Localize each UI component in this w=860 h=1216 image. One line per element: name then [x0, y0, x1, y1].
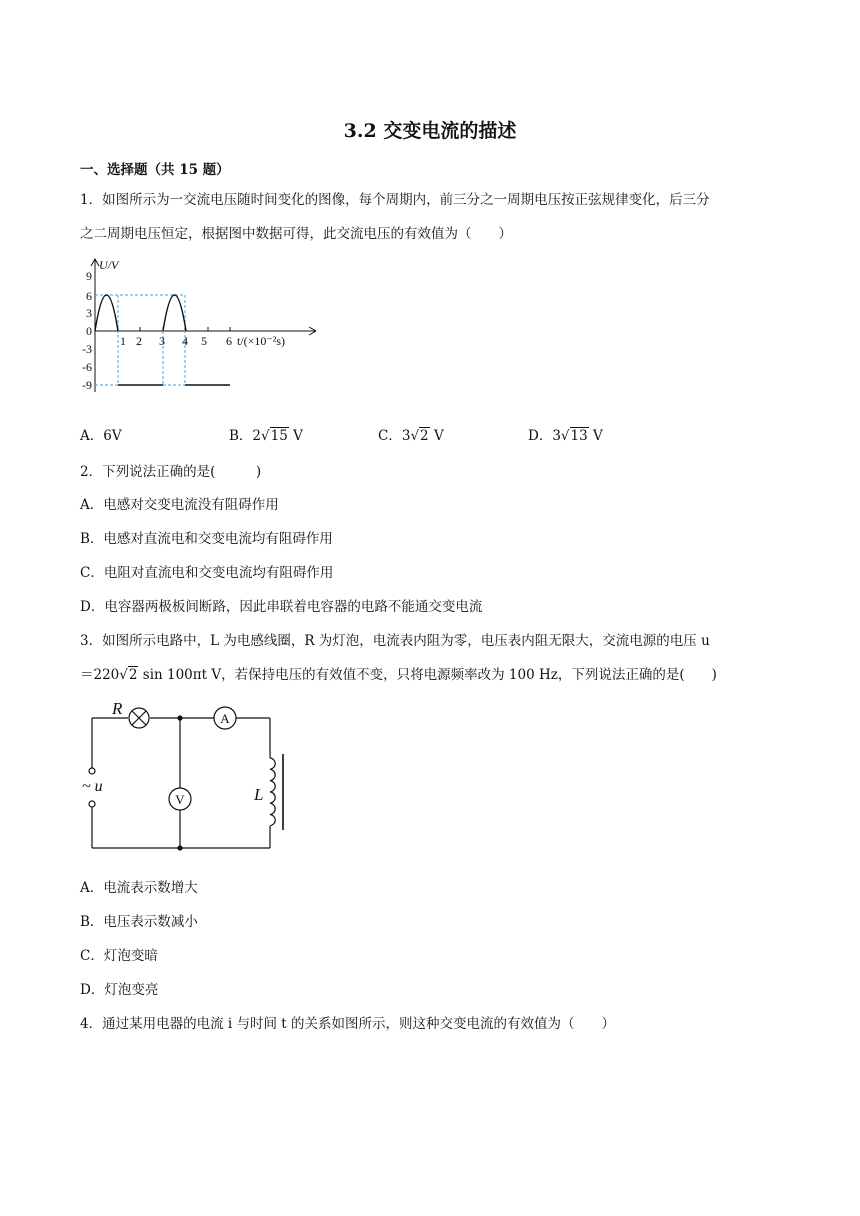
- q1-option-a: A．6V: [80, 428, 122, 444]
- voltmeter-label: V: [175, 792, 185, 807]
- page-title: 3.2 交变电流的描述: [343, 120, 517, 142]
- y-tick-label: 9: [86, 269, 92, 283]
- q3-circuit-diagram: [78, 696, 318, 858]
- q1-stem-line1: 1．如图所示为一交流电压随时间变化的图像，每个周期内，前三分之一周期电压按正弦规律变化，后三分: [80, 192, 710, 208]
- x-tick-label: 3: [159, 334, 165, 348]
- q3-option-a: A．电流表示数增大: [80, 880, 198, 896]
- x-tick-label: 6: [226, 334, 232, 348]
- q2-option-b: B．电感对直流电和交变电流均有阻碍作用: [80, 531, 333, 547]
- q1-voltage-graph: [76, 254, 316, 394]
- q4-stem: 4．通过某用电器的电流 i 与时间 t 的关系如图所示，则这种交变电流的有效值为（ ）: [80, 1016, 615, 1032]
- x-tick-label: 1: [120, 334, 126, 348]
- x-tick-label: 4: [182, 334, 188, 348]
- x-axis-label: t/(×10⁻²s): [237, 334, 286, 348]
- inductor-coil-icon: [270, 754, 283, 830]
- y-tick-label: -6: [82, 360, 92, 374]
- lamp-label: R: [112, 699, 123, 718]
- q1-stem-line2: 之二周期电压恒定，根据图中数据可得，此交流电压的有效值为（ ）: [80, 226, 512, 242]
- y-tick-label: -9: [82, 378, 92, 392]
- y-tick-label: -3: [82, 342, 92, 356]
- q2-option-a: A．电感对交变电流没有阻碍作用: [80, 497, 279, 513]
- q2-stem: 2．下列说法正确的是( ): [80, 464, 262, 480]
- y-tick-label: 6: [86, 289, 92, 303]
- ammeter-label: A: [220, 711, 230, 726]
- q3-stem-line2: ＝220√2 sin 100πt V，若保持电压的有效值不变，只将电源频率改为 100 Hz，下列说法正确的是( ): [80, 667, 717, 683]
- q1-option-b: B．2√15 V: [229, 428, 303, 444]
- radicand: 2: [420, 428, 429, 444]
- junction-dot: [177, 715, 182, 720]
- q3-option-c: C．灯泡变暗: [80, 948, 158, 964]
- source-label: ~ u: [82, 778, 103, 795]
- x-tick-marks: [118, 327, 230, 331]
- q1-option-d: D．3√13 V: [528, 428, 603, 444]
- y-tick-label: 0: [86, 324, 92, 338]
- source-terminal-bottom: [89, 801, 95, 807]
- radicand: 15: [270, 428, 288, 444]
- q3-option-b: B．电压表示数减小: [80, 914, 198, 930]
- q3-stem-line1: 3．如图所示电路中，L 为电感线圈，R 为灯泡，电流表内阻为零，电压表内阻无限大，交流电源的电压 u: [80, 633, 710, 649]
- q3-option-d: D．灯泡变亮: [80, 982, 159, 998]
- junction-dot: [177, 845, 182, 850]
- radicand: 13: [570, 428, 588, 444]
- x-tick-label: 5: [201, 334, 207, 348]
- q2-option-c: C．电阻对直流电和交变电流均有阻碍作用: [80, 565, 334, 581]
- y-tick-label: 3: [86, 306, 92, 320]
- x-tick-label: 2: [136, 334, 142, 348]
- lamp-icon: [129, 708, 149, 728]
- q2-option-d: D．电容器两极板间断路，因此串联着电容器的电路不能通交变电流: [80, 599, 483, 615]
- q1-option-c: C．3√2 V: [378, 428, 444, 444]
- y-axis-label: U/V: [99, 258, 119, 272]
- source-terminal-top: [89, 768, 95, 774]
- section-heading: 一、选择题（共 15 题）: [80, 162, 230, 178]
- inductor-label: L: [254, 785, 264, 804]
- radicand: 2: [128, 667, 138, 683]
